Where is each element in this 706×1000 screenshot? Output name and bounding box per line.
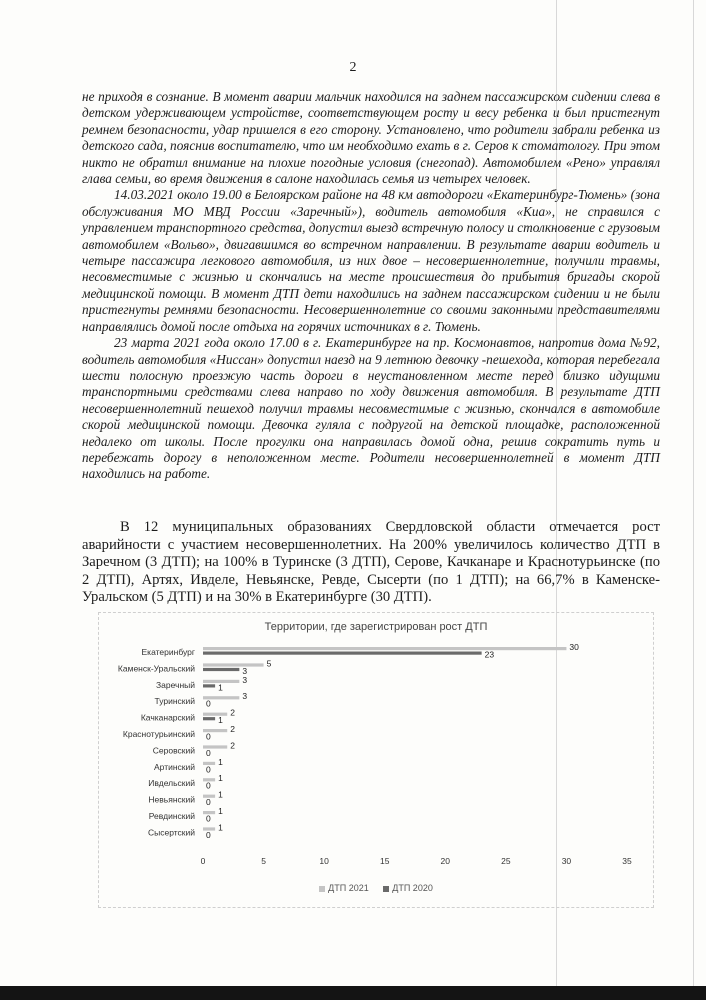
category-label: Краснотурьинский	[122, 729, 195, 739]
x-tick-label: 25	[501, 855, 511, 866]
data-label: 0	[206, 797, 211, 808]
category-label: Екатеринбург	[141, 647, 195, 657]
x-tick-label: 10	[319, 855, 329, 866]
legend-label: ДТП 2020	[392, 883, 433, 893]
x-tick-label: 0	[200, 855, 206, 866]
data-label: 0	[206, 829, 211, 840]
category-label: Невьянский	[148, 794, 195, 805]
bar	[203, 668, 239, 671]
bar	[203, 717, 215, 720]
chart-legend	[99, 883, 653, 893]
category-label: Серовский	[152, 745, 195, 756]
data-label: 1	[218, 682, 223, 693]
x-tick-label: 35	[622, 855, 632, 866]
category-label: Заречный	[155, 679, 195, 690]
legend-item	[383, 883, 433, 893]
data-label: 1	[218, 806, 223, 816]
paragraph: 23 марта 2021 года около 17.00 в г. Екатеринбурге на пр. Космонавтов, напротив дома №92, водитель автомобиля «Ниссан» допустил наезд на 9 летнюю девочку -пешехода, которая перебегала шести полосную проезжую часть дороги в неустановленном месте перед близко идущими транспортными средствами слева направо по ходу движения автомобиля. В результате ДТП несовершеннолетний пешеход получил травмы несовместимые с жизнью, скончался в автомобиле скорой медицинской помощи. Девочка гуляла с подругой на детской площадке, расположенной недалеко от школы. После прогулки она направилась домой одна, решив сократить путь и перебежать дорогу в неположенном месте. Родители несовершеннолетней в момент ДТП находились на работе.	[82, 335, 660, 482]
category-label: Качканарский	[140, 712, 195, 723]
data-label: 3	[242, 691, 248, 702]
data-label: 1	[218, 789, 223, 800]
bar	[203, 652, 482, 655]
data-label: 2	[230, 740, 235, 751]
bar	[203, 663, 264, 666]
chart-title: Территории, где зарегистрирован рост ДТП	[264, 621, 488, 633]
data-label: 1	[218, 715, 223, 726]
legend-swatch	[383, 886, 389, 892]
bar	[203, 713, 227, 716]
data-label: 3	[242, 674, 248, 685]
scan-bottom-border	[0, 986, 706, 1000]
category-label: Каменск-Уральский	[117, 663, 195, 674]
paragraph: 14.03.2021 около 19.00 в Белоярском районе на 48 км автодороги «Екатеринбург-Тюмень» (зона обслуживания МО МВД России «Заречный»), водитель автомобиля «Киа», не справился с управлением транспортного средства, допустил выезд встречную полосу и столкновение с грузовым автомобилем «Вольво», двигавшимся во встречном направлении. В результате аварии водитель и четыре пассажира легкового автомобиля, из них двое – несовершеннолетние, получили травмы, несовместимые с жизнью и скончались на месте происшествия до прибытия бригады скорой медицинской помощи. В момент ДТП дети находились на заднем пассажирском сидении и не были пристегнуты ремнями безопасности. Несовершеннолетние со своими законными представителями направлялись домой после отдыха на горячих источниках в г. Тюмень.	[82, 187, 660, 334]
data-label: 0	[206, 780, 211, 791]
chart-frame	[98, 612, 654, 908]
data-label: 0	[206, 698, 211, 709]
category-label: Артинский	[153, 761, 195, 772]
data-label: 1	[218, 773, 223, 784]
x-tick-label: 20	[440, 855, 451, 866]
legend-swatch	[319, 886, 325, 892]
data-label: 3	[242, 665, 248, 676]
category-label: Сысертский	[147, 827, 195, 838]
x-tick-label: 5	[261, 855, 266, 866]
incident-descriptions	[82, 89, 660, 483]
data-label: 23	[484, 649, 495, 660]
data-label: 1	[218, 822, 223, 833]
data-label: 2	[230, 707, 235, 718]
data-label: 30	[569, 642, 579, 652]
category-label: Туринский	[154, 696, 195, 707]
data-label: 0	[206, 764, 211, 775]
data-label: 0	[206, 813, 211, 824]
data-label: 5	[266, 658, 272, 669]
category-label: Ивдельский	[148, 778, 195, 789]
data-label: 0	[206, 747, 211, 758]
legend-item	[319, 883, 369, 893]
scan-edge-line	[693, 0, 694, 1000]
data-label: 2	[230, 724, 235, 734]
statistics-paragraph: В 12 муниципальных образованиях Свердловской области отмечается рост аварийности с участием несовершеннолетних. На 200% увеличилось количество ДТП в Заречном (3 ДТП); на 100% в Туринске (3 ДТП), Серове, Качканаре и Краснотурьинске (по 2 ДТП), Артях, Ивделе, Невьянске, Ревде, Сысерти (по 1 ДТП); на 66,7% в Каменске-Уральском (5 ДТП) и на 30% в Екатеринбурге (30 ДТП).	[82, 519, 660, 606]
bar-chart	[99, 613, 653, 907]
x-tick-label: 30	[561, 855, 572, 866]
category-label: Ревдинский	[148, 811, 195, 821]
legend-label: ДТП 2021	[328, 883, 369, 893]
data-label: 1	[218, 756, 223, 767]
bar	[203, 684, 215, 687]
paragraph: не приходя в сознание. В момент аварии мальчик находился на заднем пассажирском сидении слева в детском удерживающем устройстве, соответствующем росту и весу ребенка и был пристегнут ремнем безопасности, удар пришелся в его сторону. Установлено, что родители забрали ребенка из детского сада, пояснив воспитателю, что им необходимо ехать в г. Серов к стоматологу. При этом никто не обратил внимание на плохие погодные условия (снегопад). Автомобилем «Рено» управлял глава семьи, во время движения в салоне находилась семья из четырех человек.	[82, 89, 660, 187]
x-tick-label: 15	[379, 855, 390, 866]
bar	[203, 647, 566, 650]
page-number: 2	[349, 60, 357, 75]
data-label: 0	[206, 731, 211, 742]
